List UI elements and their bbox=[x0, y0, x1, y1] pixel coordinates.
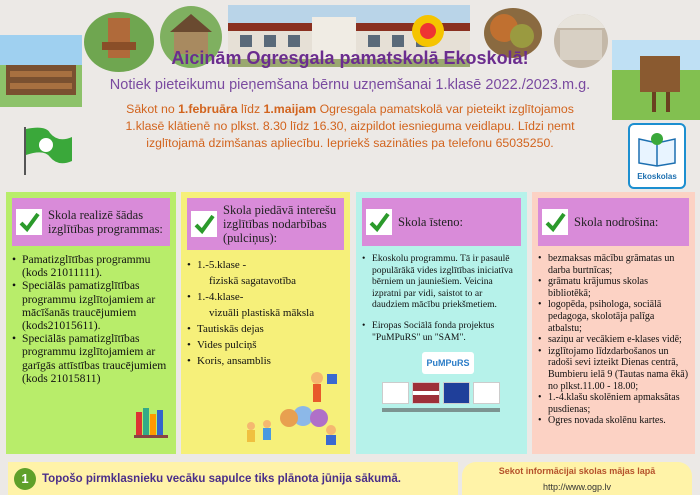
meeting-text: Topošo pirmklasnieku vecāku sapulce tiks plānota jūnija sākumā. bbox=[42, 472, 401, 485]
page-title: Aicinām Ogresgala pamatskolā Ekoskolā! bbox=[171, 48, 529, 68]
programs-column bbox=[6, 192, 176, 454]
checkmark-icon bbox=[366, 209, 392, 235]
list-item: • logopēda, psihologa, sociālā pedagoga, skolotāja palīga atbalstu; bbox=[538, 299, 689, 334]
list-item: fiziskā sagatavotība bbox=[209, 275, 297, 287]
ekoskolas-label: Ekoskolas bbox=[637, 172, 677, 181]
activities-list bbox=[187, 257, 344, 369]
checkmark-icon bbox=[16, 209, 42, 235]
checkmark-icon bbox=[191, 211, 217, 237]
intro-mid: līdz bbox=[237, 102, 264, 116]
list-item: • 1.-4.klašu skolēniem apmaksātas pusdienas; bbox=[538, 392, 689, 415]
list-item: • Pamatizglītības programmu (kods 21011111). bbox=[12, 253, 170, 279]
page-subtitle: Notiek pieteikumu pieņemšana bērnu uzņemšanai 1.klasē 2022./2023.m.g. bbox=[109, 77, 591, 93]
eco-flag-icon bbox=[20, 125, 74, 177]
pumpurs-logo: PuMPuRS bbox=[422, 352, 474, 374]
intro-pre: Sākot no bbox=[126, 102, 179, 116]
esf-logo bbox=[473, 382, 500, 404]
eco-book-icon bbox=[635, 131, 679, 167]
activities-column bbox=[181, 192, 350, 454]
list-item: • izglītojamo līdzdarbošanos un radoši sevi izteikt Dienas centrā, Bumbieru ielā 9 (Tautas nama ēkā) no plkst.11.00 - 18.00; bbox=[538, 346, 689, 392]
implements-column bbox=[356, 192, 527, 454]
intro-text bbox=[120, 101, 580, 152]
list-item: • Ekoskolu programmu. Tā ir pasaulē populārākā vides izglītības iniciatīva bērniem un jauniešiem. Veicina izpratni par vidi, saistot to ar daudziem mācību priekšmetiem. bbox=[362, 253, 521, 311]
intro-post: Ogresgala pamatskolā var pieteikt izglītojamos 1.klasē klātienē no plkst. 8.30 līdz 16.30, aizpildot iesnieguma veidlapu. Līdzi ņemt izglītojamā dzimšanas apliecību. Iepriekš sazināties pa telefonu 65035250. bbox=[125, 102, 575, 150]
ekoskolas-logo bbox=[628, 123, 686, 189]
implements-list bbox=[362, 253, 521, 343]
list-item: • Eiropas Sociālā fonda projektus "PuMPuRS" un "SAM". bbox=[362, 320, 521, 343]
playground-photo bbox=[0, 35, 82, 107]
list-item: • Koris, ansamblis bbox=[187, 353, 344, 369]
nap-logo bbox=[382, 382, 409, 404]
meeting-notice bbox=[8, 462, 458, 495]
provides-heading: Skola nodrošina: bbox=[574, 215, 659, 229]
list-item: • Ogres novada skolēnu kartes. bbox=[538, 415, 689, 427]
checkmark-icon bbox=[542, 209, 568, 235]
books-icon bbox=[134, 404, 168, 438]
list-item: vizuāli plastiskā māksla bbox=[209, 307, 315, 319]
provides-list bbox=[538, 253, 689, 427]
activities-heading: Skola piedāvā interešu izglītības nodarbības (pulciņus): bbox=[223, 203, 337, 245]
list-item: • Speciālās pamatizglītības programmu izglītojamiem ar garīgās attīstības traucējumiem (kods 21015811) bbox=[12, 332, 170, 385]
list-item: • Tautiskās dejas bbox=[187, 321, 344, 337]
list-item: • 1.-5.klase - bbox=[187, 257, 344, 273]
list-item: • bezmaksas mācību grāmatas un darba burtnīcas; bbox=[538, 253, 689, 276]
programs-list bbox=[12, 253, 170, 385]
eu-flag-logo bbox=[443, 382, 470, 404]
latvia-flag-logo bbox=[412, 382, 439, 404]
funding-tagline-bar bbox=[382, 408, 500, 412]
funding-logos bbox=[382, 382, 500, 404]
children-illustration bbox=[231, 370, 345, 448]
implements-heading-box bbox=[362, 198, 521, 246]
list-item: • 1.-4.klase- bbox=[187, 289, 344, 305]
intro-date-end: 1.maijam bbox=[263, 102, 317, 116]
programs-heading: Skola realizē šādas izglītības programmas: bbox=[48, 208, 163, 236]
activities-heading-box bbox=[187, 198, 344, 250]
provides-heading-box bbox=[538, 198, 689, 246]
programs-heading-box bbox=[12, 198, 170, 246]
website-link[interactable]: http://www.ogp.lv bbox=[542, 482, 612, 492]
website-box bbox=[462, 462, 692, 495]
list-item: • Vides pulciņš bbox=[187, 337, 344, 353]
implements-heading: Skola īsteno: bbox=[398, 215, 463, 229]
intro-date-start: 1.februāra bbox=[178, 102, 238, 116]
list-item: • grāmatu krājumus skolas bibliotēkā; bbox=[538, 276, 689, 299]
number-badge: 1 bbox=[14, 468, 36, 490]
provides-column bbox=[532, 192, 695, 454]
list-item: • saziņu ar vecākiem e-klases vidē; bbox=[538, 334, 689, 346]
website-label: Sekot informācijai skolas mājas lapā bbox=[498, 466, 656, 476]
list-item: • Speciālās pamatizglītības programmu izglītojamiem ar mācīšanās traucējumiem (kods21015611). bbox=[12, 279, 170, 332]
